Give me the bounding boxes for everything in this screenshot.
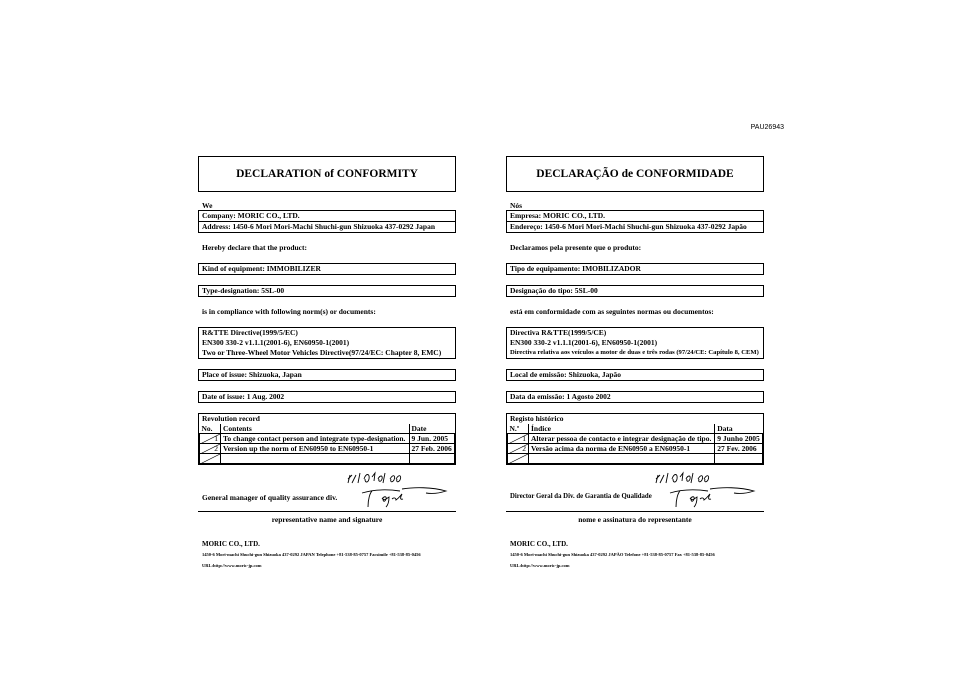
- date-box: [198, 391, 456, 403]
- rev-contents-cell: [529, 454, 715, 464]
- footer-company: MORIC CO., LTD.: [202, 540, 260, 548]
- rev-contents-cell: Version up the norm of EN60950 to EN60950-1: [221, 444, 410, 454]
- panel-title: DECLARAÇÃO de CONFORMIDADE: [506, 156, 764, 192]
- footer-url: URL:http://www.moric-jp.com: [202, 563, 262, 568]
- equipment-box: [506, 263, 764, 275]
- footer: [506, 540, 764, 568]
- type-row: Designação do tipo: 5SL-00: [510, 286, 598, 295]
- rev-no-cell: [508, 454, 529, 464]
- rev-contents-cell: Alterar pessoa de contacto e integrar designação de tipo.: [529, 434, 715, 444]
- rev-no-cell: 2: [508, 444, 529, 454]
- declaration-panel-portuguese: [506, 156, 764, 568]
- table-row: [200, 444, 455, 454]
- rev-no-cell: 1: [508, 434, 529, 444]
- rev-date-cell: 9 Jun. 2005: [409, 434, 454, 444]
- rev-header-contents: Índice: [529, 424, 715, 434]
- footer-url: URL:http://www.moric-jp.com: [510, 563, 570, 568]
- table-row: [508, 454, 763, 464]
- equipment-row: Tipo de equipamento: IMOBILIZADOR: [510, 264, 641, 273]
- rev-no-cell: 2: [200, 444, 221, 454]
- company-row: Empresa: MORIC CO., LTD.: [510, 211, 606, 220]
- norm-item: Directiva R&TTE(1999/5/CE): [510, 328, 607, 337]
- place-box: [506, 369, 764, 381]
- compliance-text: is in compliance with following norm(s) or documents:: [202, 307, 376, 316]
- signature-area: [198, 471, 456, 511]
- signature-label: General manager of quality assurance div.: [202, 493, 338, 502]
- company-box: [506, 210, 764, 233]
- we-label: We: [202, 201, 213, 210]
- rev-date-cell: 27 Feb. 2006: [409, 444, 454, 454]
- rev-header-no: No.: [200, 424, 221, 434]
- representative-caption: nome e assinatura do representante: [578, 515, 692, 524]
- declaration-panel-english: [198, 156, 456, 568]
- footer-address: 1450-6 Mori-machi Shuchi-gun Shizuoka 437-0292 JAPAN Telephone +81-538-85-0757 Facsimile +81-538-85-0456: [202, 552, 421, 557]
- rev-header-date: Data: [717, 424, 733, 433]
- table-row: [508, 444, 763, 454]
- type-row: Type-designation: 5SL-00: [202, 286, 285, 295]
- compliance-text: está em conformidade com as seguintes normas ou documentos:: [510, 307, 714, 316]
- revision-table: [507, 424, 763, 464]
- date-row: Data da emissão: 1 Agosto 2002: [510, 392, 611, 401]
- date-box: [506, 391, 764, 403]
- table-row: [200, 434, 455, 444]
- company-row: Company: MORIC CO., LTD.: [202, 211, 300, 220]
- signature-line: [506, 511, 764, 512]
- table-row: [508, 434, 763, 444]
- revision-box: [506, 413, 764, 465]
- company-box: [198, 210, 456, 233]
- revision-title: Revolution record: [202, 414, 260, 423]
- norms-box: [506, 327, 764, 359]
- rev-no-cell: [200, 454, 221, 464]
- footer: [198, 540, 456, 568]
- rev-contents-cell: To change contact person and integrate type-designation.: [221, 434, 410, 444]
- rev-date-cell: 9 Junho 2005: [715, 434, 763, 444]
- rev-date-cell: [715, 454, 763, 464]
- rev-header-no: N.º: [508, 424, 529, 434]
- handwritten-signature: [646, 471, 766, 511]
- type-box: [506, 285, 764, 297]
- page-code: PAU26943: [750, 124, 784, 131]
- representative-caption: representative name and signature: [271, 515, 383, 524]
- revision-box: [198, 413, 456, 465]
- rev-date-cell: [409, 454, 454, 464]
- norm-item: EN300 330-2 v1.1.1(2001-6), EN60950-1(2001): [510, 338, 658, 347]
- rev-header-date: Date: [411, 424, 427, 433]
- date-row: Date of issue: 1 Aug. 2002: [202, 392, 285, 401]
- signature-line: [198, 511, 456, 512]
- rev-contents-cell: [221, 454, 410, 464]
- handwritten-signature: [338, 471, 458, 511]
- we-label: Nós: [510, 201, 523, 210]
- norms-box: [198, 327, 456, 359]
- panel-title: DECLARATION of CONFORMITY: [198, 156, 456, 192]
- norm-item: Two or Three-Wheel Motor Vehicles Directive(97/24/EC: Chapter 8, EMC): [202, 348, 442, 357]
- equipment-box: [198, 263, 456, 275]
- place-row: Place of issue: Shizuoka, Japan: [202, 370, 302, 379]
- signature-label: Director Geral da Div. de Garantia de Qualidade: [510, 493, 652, 500]
- place-row: Local de emissão: Shizuoka, Japão: [510, 370, 622, 379]
- rev-header-contents: Contents: [221, 424, 410, 434]
- footer-address: 1450-6 Mori-machi Shuchi-gun Shizuoka 437-0292 JAPÃO Telefone +81-538-85-0757 Fax +81-538-85-0456: [510, 552, 715, 557]
- rev-contents-cell: Versão acima da norma de EN60950 a EN60950-1: [529, 444, 715, 454]
- type-box: [198, 285, 456, 297]
- declare-text: Hereby declare that the product:: [202, 243, 307, 252]
- norm-item: R&TTE Directive(1999/5/EC): [202, 328, 298, 337]
- equipment-row: Kind of equipment: IMMOBILIZER: [202, 264, 321, 273]
- place-box: [198, 369, 456, 381]
- revision-title: Registo histórico: [510, 414, 564, 423]
- revision-table: [199, 424, 455, 464]
- norm-item: EN300 330-2 v1.1.1(2001-6), EN60950-1(2001): [202, 338, 350, 347]
- declare-text: Declaramos pela presente que o produto:: [510, 243, 642, 252]
- address-row: Endereço: 1450-6 Mori Mori-Machi Shuchi-gun Shizuoka 437-0292 Japão: [507, 221, 763, 232]
- rev-date-cell: 27 Fev. 2006: [715, 444, 763, 454]
- norm-item: Directiva relativa aos veículos a motor de duas e três rodas (97/24/CE: Capítulo 8, CEM): [510, 349, 759, 356]
- rev-no-cell: 1: [200, 434, 221, 444]
- signature-area: [506, 471, 764, 511]
- address-row: Address: 1450-6 Mori Mori-Machi Shuchi-gun Shizuoka 437-0292 Japan: [199, 221, 455, 232]
- footer-company: MORIC CO., LTD.: [510, 540, 568, 548]
- table-row: [200, 454, 455, 464]
